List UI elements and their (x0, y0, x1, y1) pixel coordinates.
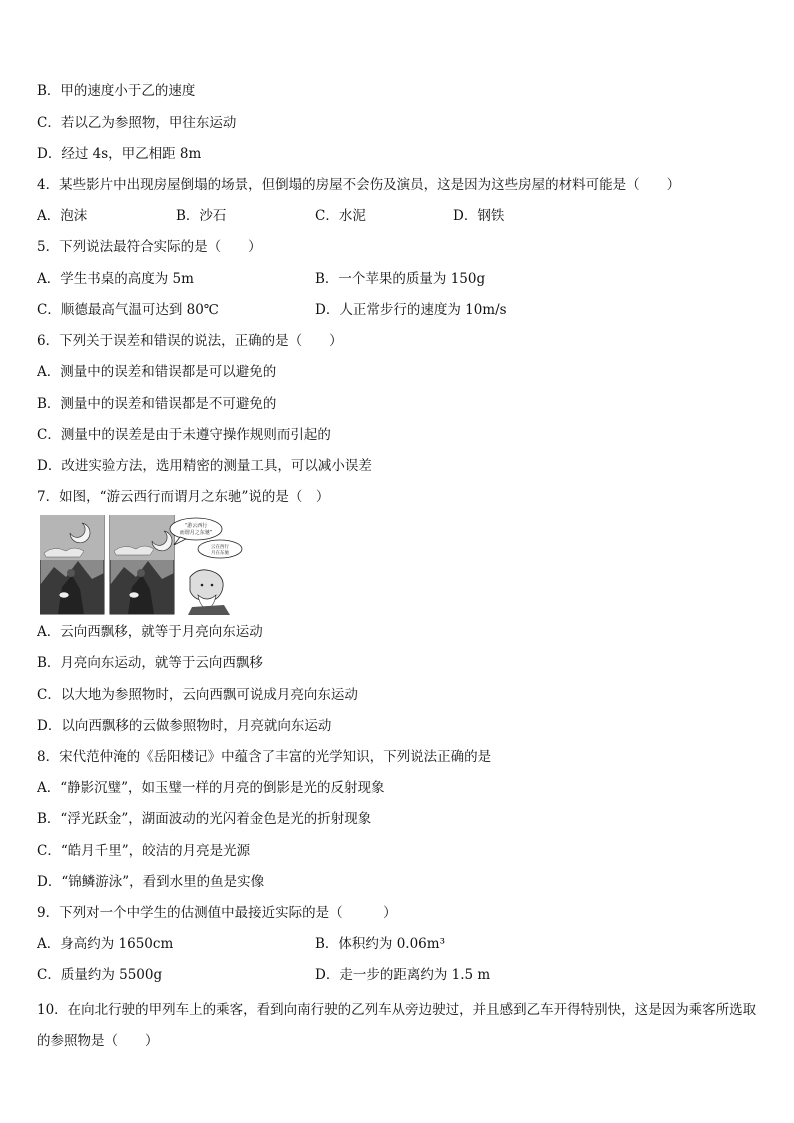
q6-option-d: D．改进实验方法，选用精密的测量工具，可以减小误差 (37, 458, 372, 474)
q8-stem: 8．宋代范仲淹的《岳阳楼记》中蕴含了丰富的光学知识，下列说法正确的是 (37, 749, 492, 765)
q8-option-b: B．“浮光跃金”，湖面波动的光闪着金色是光的折射现象 (37, 811, 372, 827)
q5-stem: 5．下列说法最符合实际的是（ ） (37, 239, 262, 255)
q5-option-b: B．一个苹果的质量为 150g (315, 271, 486, 287)
q4-stem: 4．某些影片中出现房屋倒塌的场景，但倒塌的房屋不会伤及演员，这是因为这些房屋的材料可能是（ ） (37, 177, 681, 193)
q4-option-d: D．钢铁 (453, 208, 505, 224)
q4-option-b: B．沙石 (176, 208, 227, 224)
q9-option-c: C．质量约为 5500g (37, 967, 163, 983)
q6-stem: 6．下列关于误差和错误的说法，正确的是（ ） (37, 333, 343, 349)
q6-option-a: A．测量中的误差和错误都是可以避免的 (37, 364, 277, 380)
q5-option-c: C．顺德最高气温可达到 80℃ (37, 302, 219, 318)
q3-option-d: D．经过 4s，甲乙相距 8m (37, 146, 202, 162)
speech-bubble-2 (198, 540, 242, 558)
svg-text:云在西行: 云在西行 (211, 545, 229, 550)
q3-option-b: B．甲的速度小于乙的速度 (37, 83, 196, 99)
q10-stem: 10．在向北行驶的甲列车上的乘客，看到向南行驶的乙列车从旁边驶过，并且感到乙车开得特别快，这是因为乘客所选取的参照物是（ ） (37, 1002, 757, 1049)
q7-cartoon-figure (40, 515, 245, 615)
q4-option-a: A．泡沫 (37, 208, 88, 224)
q9-option-d: D．走一步的距离约为 1.5 m (315, 967, 491, 983)
q8-option-d: D．“锦鳞游泳”，看到水里的鱼是实像 (37, 874, 265, 890)
q8-option-a: A．“静影沉璧”，如玉璧一样的月亮的倒影是光的反射现象 (37, 780, 385, 796)
q3-option-c: C．若以乙为参照物，甲往东运动 (37, 115, 237, 131)
q5-option-d: D．人正常步行的速度为 10m/s (315, 302, 507, 318)
q7-option-d: D．以向西飘移的云做参照物时，月亮就向东运动 (37, 718, 332, 734)
q7-option-a: A．云向西飘移，就等于月亮向东运动 (37, 624, 263, 640)
q7-option-c: C．以大地为参照物时，云向西飘可说成月亮向东运动 (37, 687, 358, 703)
q8-option-c: C．“皓月千里”，皎洁的月亮是光源 (37, 843, 251, 859)
bubble1-text: “游云西行 (184, 523, 208, 529)
q5-option-a: A．学生书桌的高度为 5m (37, 271, 194, 287)
q7-stem: 7．如图，“游云西行而谓月之东驰”说的是（ ） (37, 489, 330, 505)
q9-stem: 9．下列对一个中学生的估测值中最接近实际的是（ ） (37, 905, 397, 921)
old-man-figure (188, 570, 230, 615)
q6-option-b: B．测量中的误差和错误都是不可避免的 (37, 396, 277, 412)
q7-option-b: B．月亮向东运动，就等于云向西飘移 (37, 655, 263, 671)
svg-text:而谓月之东驰”: 而谓月之东驰” (179, 530, 213, 536)
svg-text:月在东驰: 月在东驰 (211, 551, 229, 556)
q6-option-c: C．测量中的误差是由于未遵守操作规则而引起的 (37, 427, 331, 443)
cartoon-panel-2 (110, 515, 174, 614)
q9-option-a: A．身高约为 1650cm (37, 936, 174, 952)
q4-option-c: C．水泥 (315, 208, 366, 224)
cartoon-panel-1 (40, 515, 104, 614)
q9-option-b: B．体积约为 0.06m³ (315, 936, 445, 952)
